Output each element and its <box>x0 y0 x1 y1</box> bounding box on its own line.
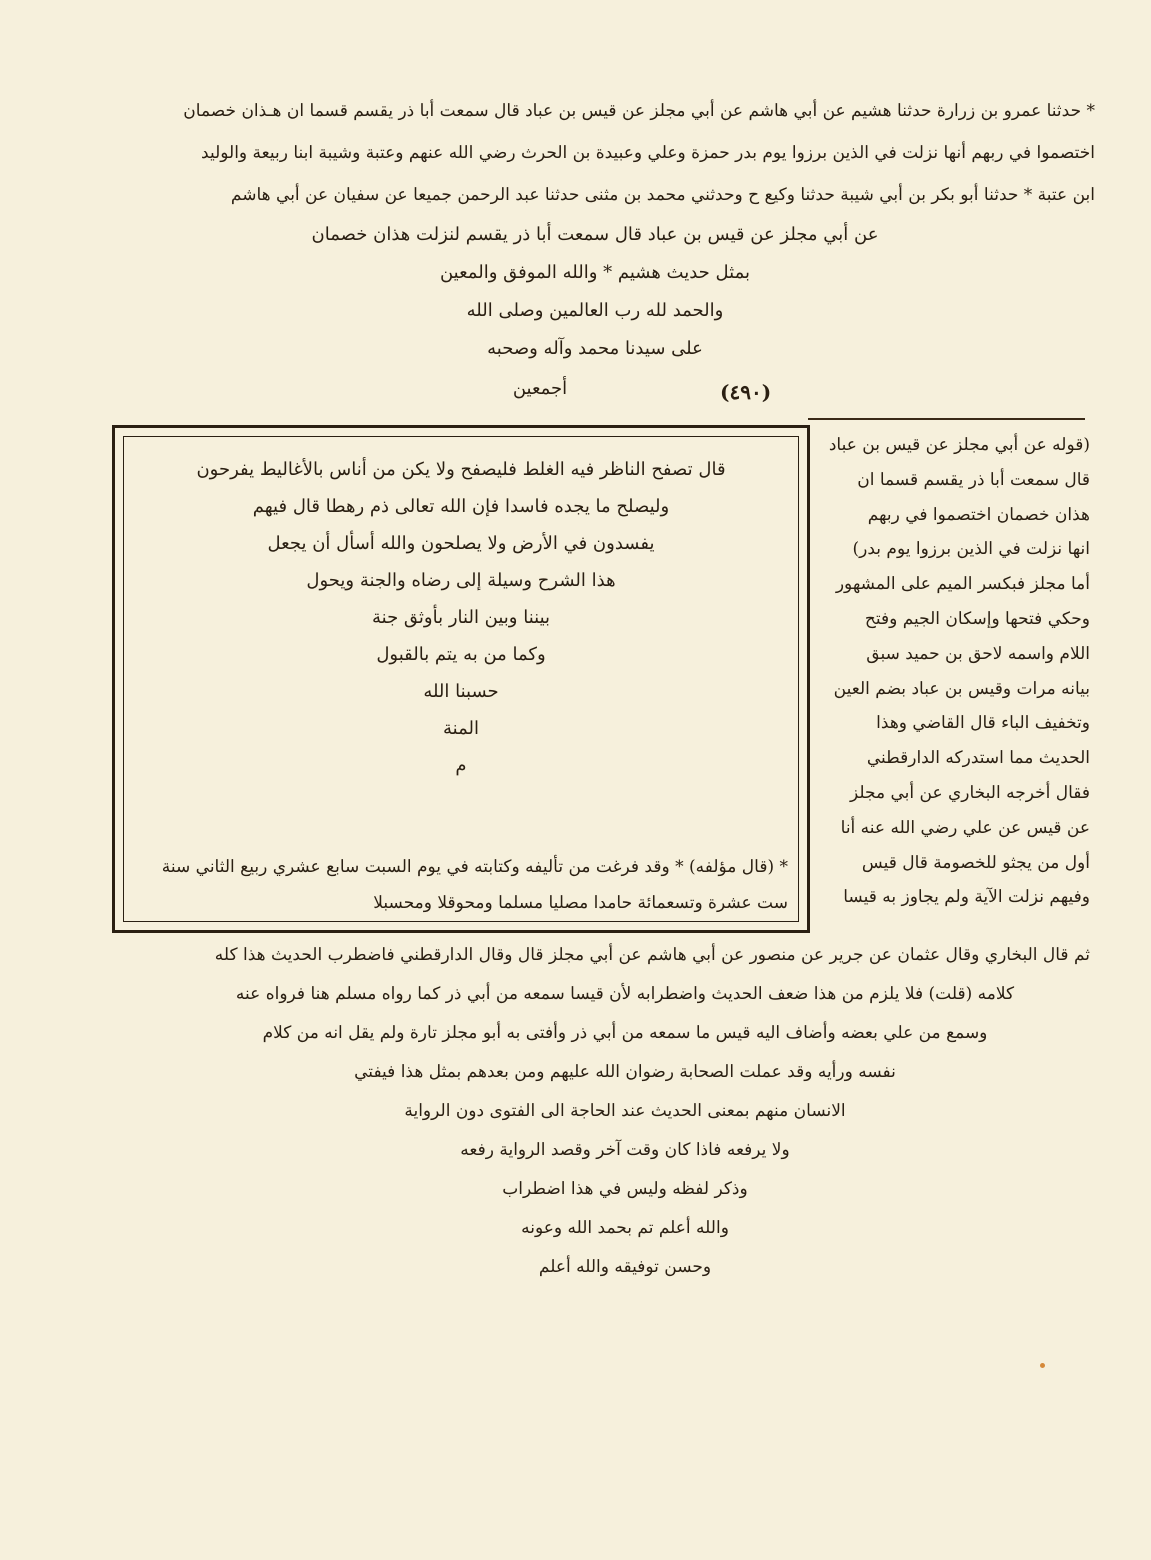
bottom-line: كلامه (قلت) فلا يلزم من هذا ضعف الحديث واضطرابه لأن قيسا سمعه من أبي ذر كما رواه مسلم هنا فرواه عنه <box>235 984 1015 1004</box>
author-note-line: ست عشرة وتسعمائة حامدا مصليا مسلما ومحوقلا ومحسبلا <box>373 893 788 913</box>
colophon-line: وكما من به يتم بالقبول <box>376 644 546 665</box>
colophon-line: قال تصفح الناظر فيه الغلط فليصفح ولا يكن من أناس بالأغاليط يفرحون <box>196 459 726 480</box>
colophon-line: م <box>455 755 467 776</box>
page-number: (٤٩٠) <box>720 380 772 404</box>
commentary-line: انها نزلت في الذين برزوا يوم بدر) <box>852 539 1090 560</box>
paper-speck <box>1040 1363 1045 1368</box>
top-line: ابن عتبة * حدثنا أبو بكر بن أبي شيبة حدثنا وكيع ح وحدثني محمد بن مثنى حدثنا عبد الرحمن جميعا عن سفيان عن أبي هاشم <box>230 185 1095 205</box>
commentary-line: وتخفيف الباء قال القاضي وهذا <box>876 713 1090 734</box>
colophon-line: حسبنا الله <box>423 681 499 702</box>
colophon-line: هذا الشرح وسيلة إلى رضاه والجنة ويحول <box>306 570 616 591</box>
commentary-line: وفيهم نزلت الآية ولم يجاوز به قيسا <box>843 887 1090 908</box>
bottom-line: نفسه ورأيه وقد عملت الصحابة رضوان الله عليهم ومن بعدهم بمثل هذا فيفتي <box>354 1062 896 1082</box>
top-line: اختصموا في ربهم أنها نزلت في الذين برزوا يوم بدر حمزة وعلي وعبيدة بن الحرث رضي الله عنهم وعتبة وشيبة ابنا ربيعة والوليد <box>201 143 1095 163</box>
author-note-line: * (قال مؤلفه) * وقد فرغت من تأليفه وكتابته في يوم السبت سابع عشري ربيع الثاني سنة <box>161 857 788 877</box>
margin-rule <box>808 418 1085 420</box>
author-note <box>136 849 788 921</box>
colophon-box <box>112 425 810 933</box>
commentary-line: عن قيس عن علي رضي الله عنه أنا <box>840 817 1090 838</box>
commentary-line: فقال أخرجه البخاري عن أبي مجلز <box>849 782 1090 803</box>
bottom-line: الانسان منهم بمعنى الحديث عند الحاجة الى الفتوى دون الرواية <box>404 1101 846 1121</box>
bottom-line: والله أعلم تم بحمد الله وعونه <box>521 1218 729 1238</box>
commentary-line: (قوله عن أبي مجلز عن قيس بن عباد <box>828 435 1090 455</box>
commentary-line: هذان خصمان اختصموا في ربهم <box>867 504 1090 525</box>
commentary-line: أول من يجثو للخصومة قال قيس <box>861 852 1090 873</box>
top-line: * حدثنا عمرو بن زرارة حدثنا هشيم عن أبي هاشم عن أبي مجلز عن قيس بن عباد قال سمعت أبا ذر يقسم قسما ان هـذان خصمان <box>183 101 1095 121</box>
center-line: على سيدنا محمد وآله وصحبه <box>487 338 703 359</box>
colophon-line: وليصلح ما يجده فاسدا فإن الله تعالى ذم رهطا قال فيهم <box>252 496 670 517</box>
bottom-line: ثم قال البخاري وقال عثمان عن جرير عن منصور عن أبي هاشم عن أبي مجلز قال وقال الدارقطني فاضطرب الحديث هذا كله <box>214 945 1090 965</box>
commentary-line: اللام واسمه لاحق بن حميد سبق <box>866 643 1090 664</box>
center-line: عن أبي مجلز عن قيس بن عباد قال سمعت أبا ذر يقسم لنزلت هذان خصمان <box>311 224 879 245</box>
closing-word: أجمعين <box>512 378 568 399</box>
commentary-line: وحكي فتحها وإسكان الجيم وفتح <box>864 608 1090 629</box>
colophon-line: المنة <box>443 718 479 739</box>
colophon-inner-frame <box>123 436 799 922</box>
commentary-line: الحديث مما استدركه الدارقطني <box>866 748 1090 769</box>
colophon-line: بيننا وبين النار بأوثق جنة <box>371 607 551 628</box>
colophon-line: يفسدون في الأرض ولا يصلحون والله أسأل أن يجعل <box>267 533 655 554</box>
bottom-line: ولا يرفعه فاذا كان وقت آخر وقصد الرواية رفعه <box>460 1140 790 1160</box>
margin-commentary <box>820 428 1090 915</box>
bottom-line: وذكر لفظه وليس في هذا اضطراب <box>502 1179 748 1199</box>
bottom-commentary <box>160 936 1090 1287</box>
center-line: والحمد لله رب العالمين وصلى الله <box>466 300 724 321</box>
commentary-line: أما مجلز فبكسر الميم على المشهور <box>835 574 1090 595</box>
commentary-line: قال سمعت أبا ذر يقسم قسما ان <box>857 469 1090 490</box>
bottom-line: وسمع من علي بعضه وأضاف اليه قيس ما سمعه من أبي ذر وأفتى به أبو مجلز تارة ولم يقل انه من كلام <box>262 1023 988 1043</box>
top-text-block <box>95 90 1095 368</box>
center-line: بمثل حديث هشيم * والله الموفق والمعين <box>439 262 751 283</box>
bottom-line: وحسن توفيقه والله أعلم <box>538 1257 712 1277</box>
commentary-line: بيانه مرات وقيس بن عباد بضم العين <box>833 678 1090 699</box>
